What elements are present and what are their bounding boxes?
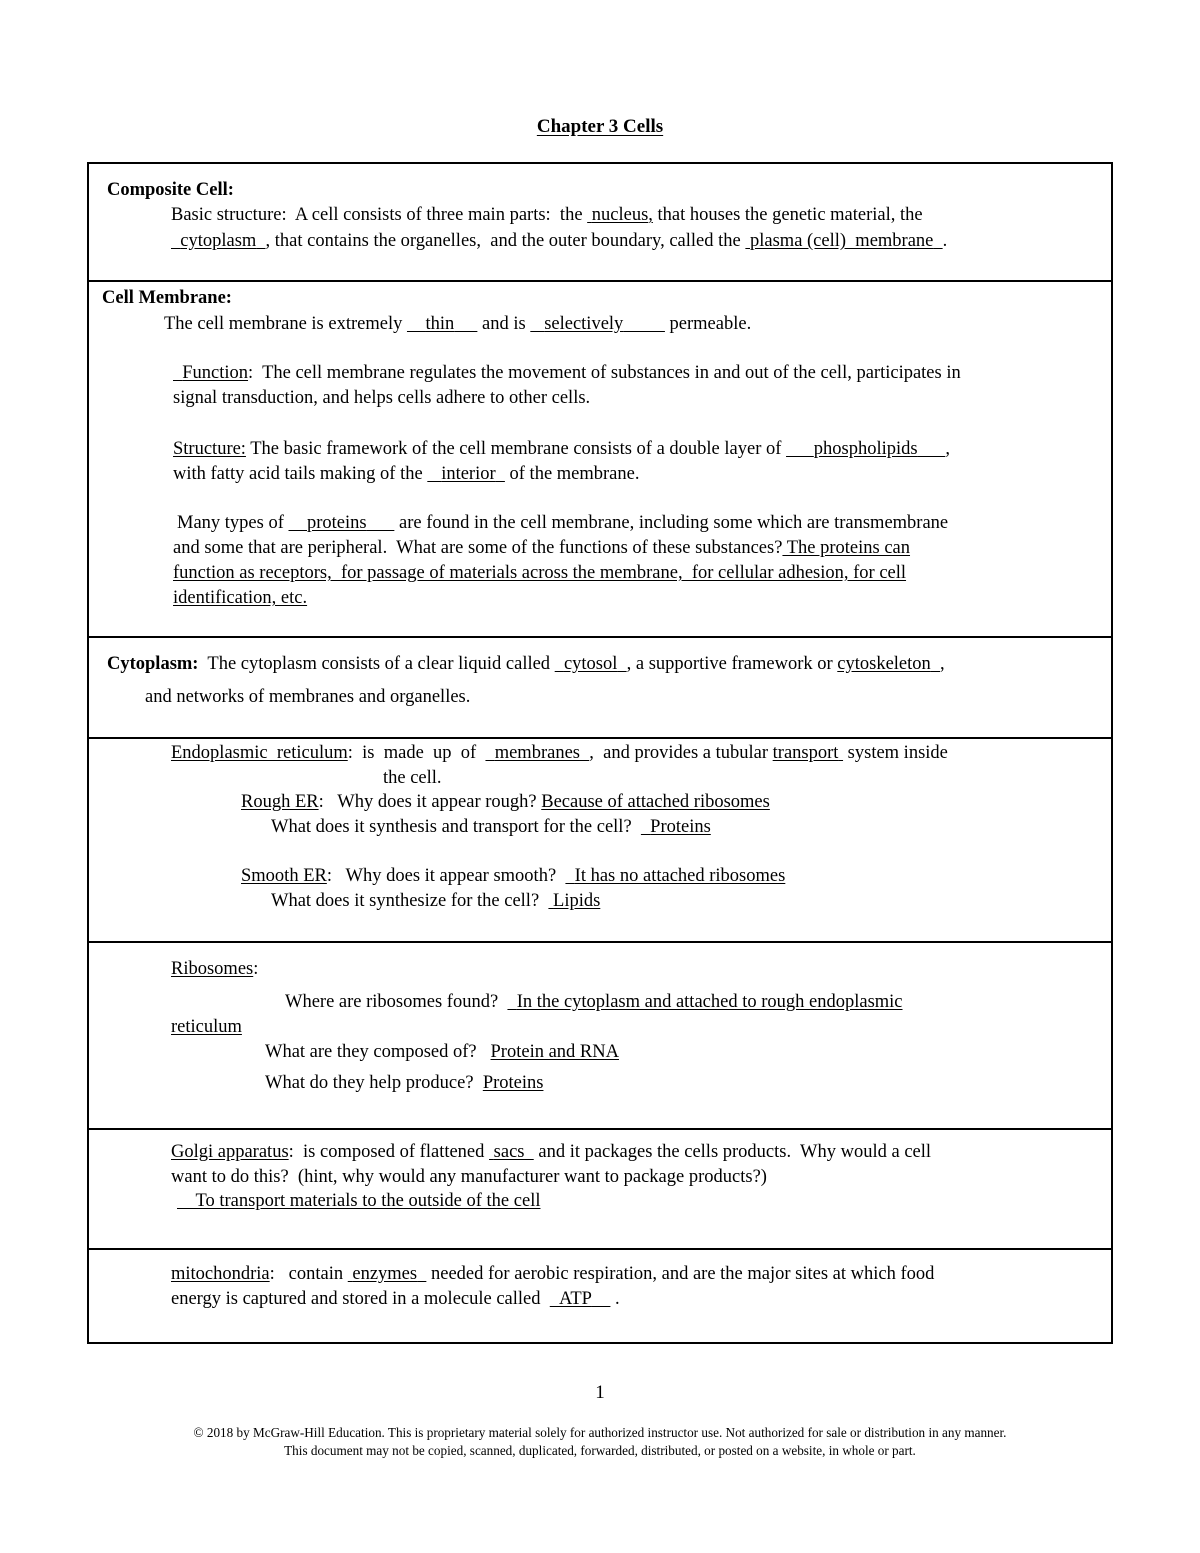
er-label: Endoplasmic reticulum — [171, 743, 348, 763]
function-label: Function — [182, 363, 249, 383]
ribosomes-label: Ribosomes — [171, 959, 254, 979]
section-golgi — [89, 1130, 1111, 1249]
answer-rough-er: Because of attached ribosomes — [541, 792, 770, 812]
section-endoplasmic-reticulum — [89, 739, 1111, 942]
answer-golgi: To transport materials to the outside of the cell — [195, 1191, 541, 1211]
answer-rough-er-2: Proteins — [650, 817, 711, 837]
membrane-proteins-line-2: and some that are peripheral. What are some of the functions of these substances? The proteins can — [173, 538, 911, 558]
blank-cytosol: cytosol — [563, 654, 618, 674]
blank-cytoplasm: cytoplasm — [180, 231, 257, 251]
membrane-structure-line-2: with fatty acid tails making of the interior of the membrane. — [173, 464, 640, 484]
section-cytoplasm — [89, 638, 1111, 737]
rough-er-label: Rough ER — [241, 792, 319, 812]
answer-ribosomes-location: In the cytoplasm and attached to rough endoplasmic — [516, 992, 903, 1012]
membrane-function-line: Function: The cell membrane regulates the movement of substances in and out of the cell, participates in — [173, 361, 961, 386]
composite-line-2: cytoplasm , that contains the organelles, and the outer boundary, called the plasma (cell) membrane . — [171, 229, 947, 254]
ribosomes-q2: What are they composed of? Protein and RNA — [265, 1042, 619, 1062]
blank-membranes: membranes — [494, 743, 580, 763]
golgi-line-1: Golgi apparatus: is composed of flattened sacs and it packages the cells products. Why would a cell — [171, 1142, 932, 1162]
structure-label: Structure: — [173, 439, 246, 459]
smooth-er-label: Smooth ER — [241, 866, 327, 886]
answer-proteins-2: function as receptors, for passage of materials across the membrane, for cellular adhesion, for cell — [173, 563, 907, 583]
blank-plasma-membrane: plasma (cell) membrane — [750, 231, 934, 251]
blank-selectively: selectively — [544, 314, 624, 334]
cytoplasm-line-1: Cytoplasm: The cytoplasm consists of a clear liquid called cytosol , a supportive framework or cytoskeleton , — [107, 654, 945, 674]
answer-ribosomes-composition: Protein and RNA — [490, 1042, 619, 1062]
smooth-er-question: Smooth ER: Why does it appear smooth? It has no attached ribosomes — [241, 866, 786, 886]
answer-proteins-3: identification, etc. — [173, 588, 308, 608]
worksheet-box — [87, 162, 1113, 1344]
blank-atp: ATP — [559, 1289, 592, 1309]
answer-proteins-1: The proteins can — [782, 538, 911, 558]
rough-er-question-2: What does it synthesis and transport for the cell? Proteins — [271, 817, 711, 837]
answer-smooth-er: It has no attached ribosomes — [574, 866, 786, 886]
blank-sacs: sacs — [493, 1142, 525, 1162]
ribosomes-heading: Ribosomes: — [171, 959, 259, 979]
blank-phospholipids: phospholipids — [813, 439, 918, 459]
copyright-line-1: © 2018 by McGraw-Hill Education. This is proprietary material solely for authorized instructor use. Not authorized for sale or distribution in any manner. — [193, 1425, 1007, 1440]
copyright-line-2: This document may not be copied, scanned, duplicated, forwarded, distributed, or posted on a website, in whole or part. — [284, 1443, 916, 1458]
smooth-er-question-2: What does it synthesize for the cell? Lipids — [271, 891, 601, 911]
section-mitochondria — [89, 1250, 1111, 1342]
answer-smooth-er-2: Lipids — [553, 891, 601, 911]
composite-line-1: Basic structure: A cell consists of three main parts: the nucleus, that houses the genetic material, the — [171, 205, 923, 225]
blank-cytoskeleton: cytoskeleton — [837, 654, 931, 674]
section-cell-membrane — [89, 282, 1111, 637]
blank-enzymes: enzymes — [352, 1264, 418, 1284]
membrane-line-1: The cell membrane is extremely thin and is selectively permeable. — [164, 314, 752, 334]
answer-ribosomes-location-2: reticulum — [171, 1017, 242, 1037]
blank-transport: transport — [772, 743, 839, 763]
golgi-answer — [177, 1189, 540, 1214]
er-line-1: Endoplasmic reticulum: is made up of membranes , and provides a tubular transport system inside — [171, 743, 948, 763]
section-ribosomes — [89, 943, 1111, 1129]
composite-heading: Composite Cell: — [107, 180, 234, 200]
section-composite-cell — [89, 164, 1111, 281]
blank-proteins: proteins — [307, 513, 367, 533]
membrane-proteins-line: Many types of proteins are found in the cell membrane, including some which are transmembrane — [177, 513, 949, 533]
cytoplasm-heading: Cytoplasm: — [107, 654, 199, 674]
ribosomes-q1: Where are ribosomes found? In the cytoplasm and attached to rough endoplasmic — [285, 992, 903, 1012]
rough-er-question: Rough ER: Why does it appear rough? Because of attached ribosomes — [241, 792, 770, 812]
ribosomes-q3: What do they help produce? Proteins — [265, 1073, 544, 1093]
membrane-function-line-2: signal transduction, and helps cells adhere to other cells. — [173, 388, 591, 408]
page-title: Chapter 3 Cells — [536, 116, 664, 137]
blank-nucleus: nucleus, — [591, 205, 653, 225]
mito-line-2: energy is captured and stored in a molecule called ATP . — [171, 1289, 620, 1309]
membrane-structure-line: Structure: The basic framework of the cell membrane consists of a double layer of phospholipids , — [173, 439, 950, 459]
mito-line-1: mitochondria: contain enzymes needed for aerobic respiration, and are the major sites at which food — [171, 1264, 935, 1284]
blank-interior: interior — [441, 464, 496, 484]
cytoplasm-line-2: and networks of membranes and organelles. — [145, 687, 471, 707]
golgi-line-2: want to do this? (hint, why would any manufacturer want to package products?) — [171, 1167, 767, 1187]
page-number: 1 — [595, 1382, 605, 1403]
er-line-2: the cell. — [383, 768, 442, 788]
answer-ribosomes-produce: Proteins — [482, 1073, 544, 1093]
golgi-label: Golgi apparatus — [171, 1142, 289, 1162]
mito-label: mitochondria — [171, 1264, 270, 1284]
blank-thin: thin — [425, 314, 455, 334]
membrane-heading: Cell Membrane: — [102, 288, 232, 308]
